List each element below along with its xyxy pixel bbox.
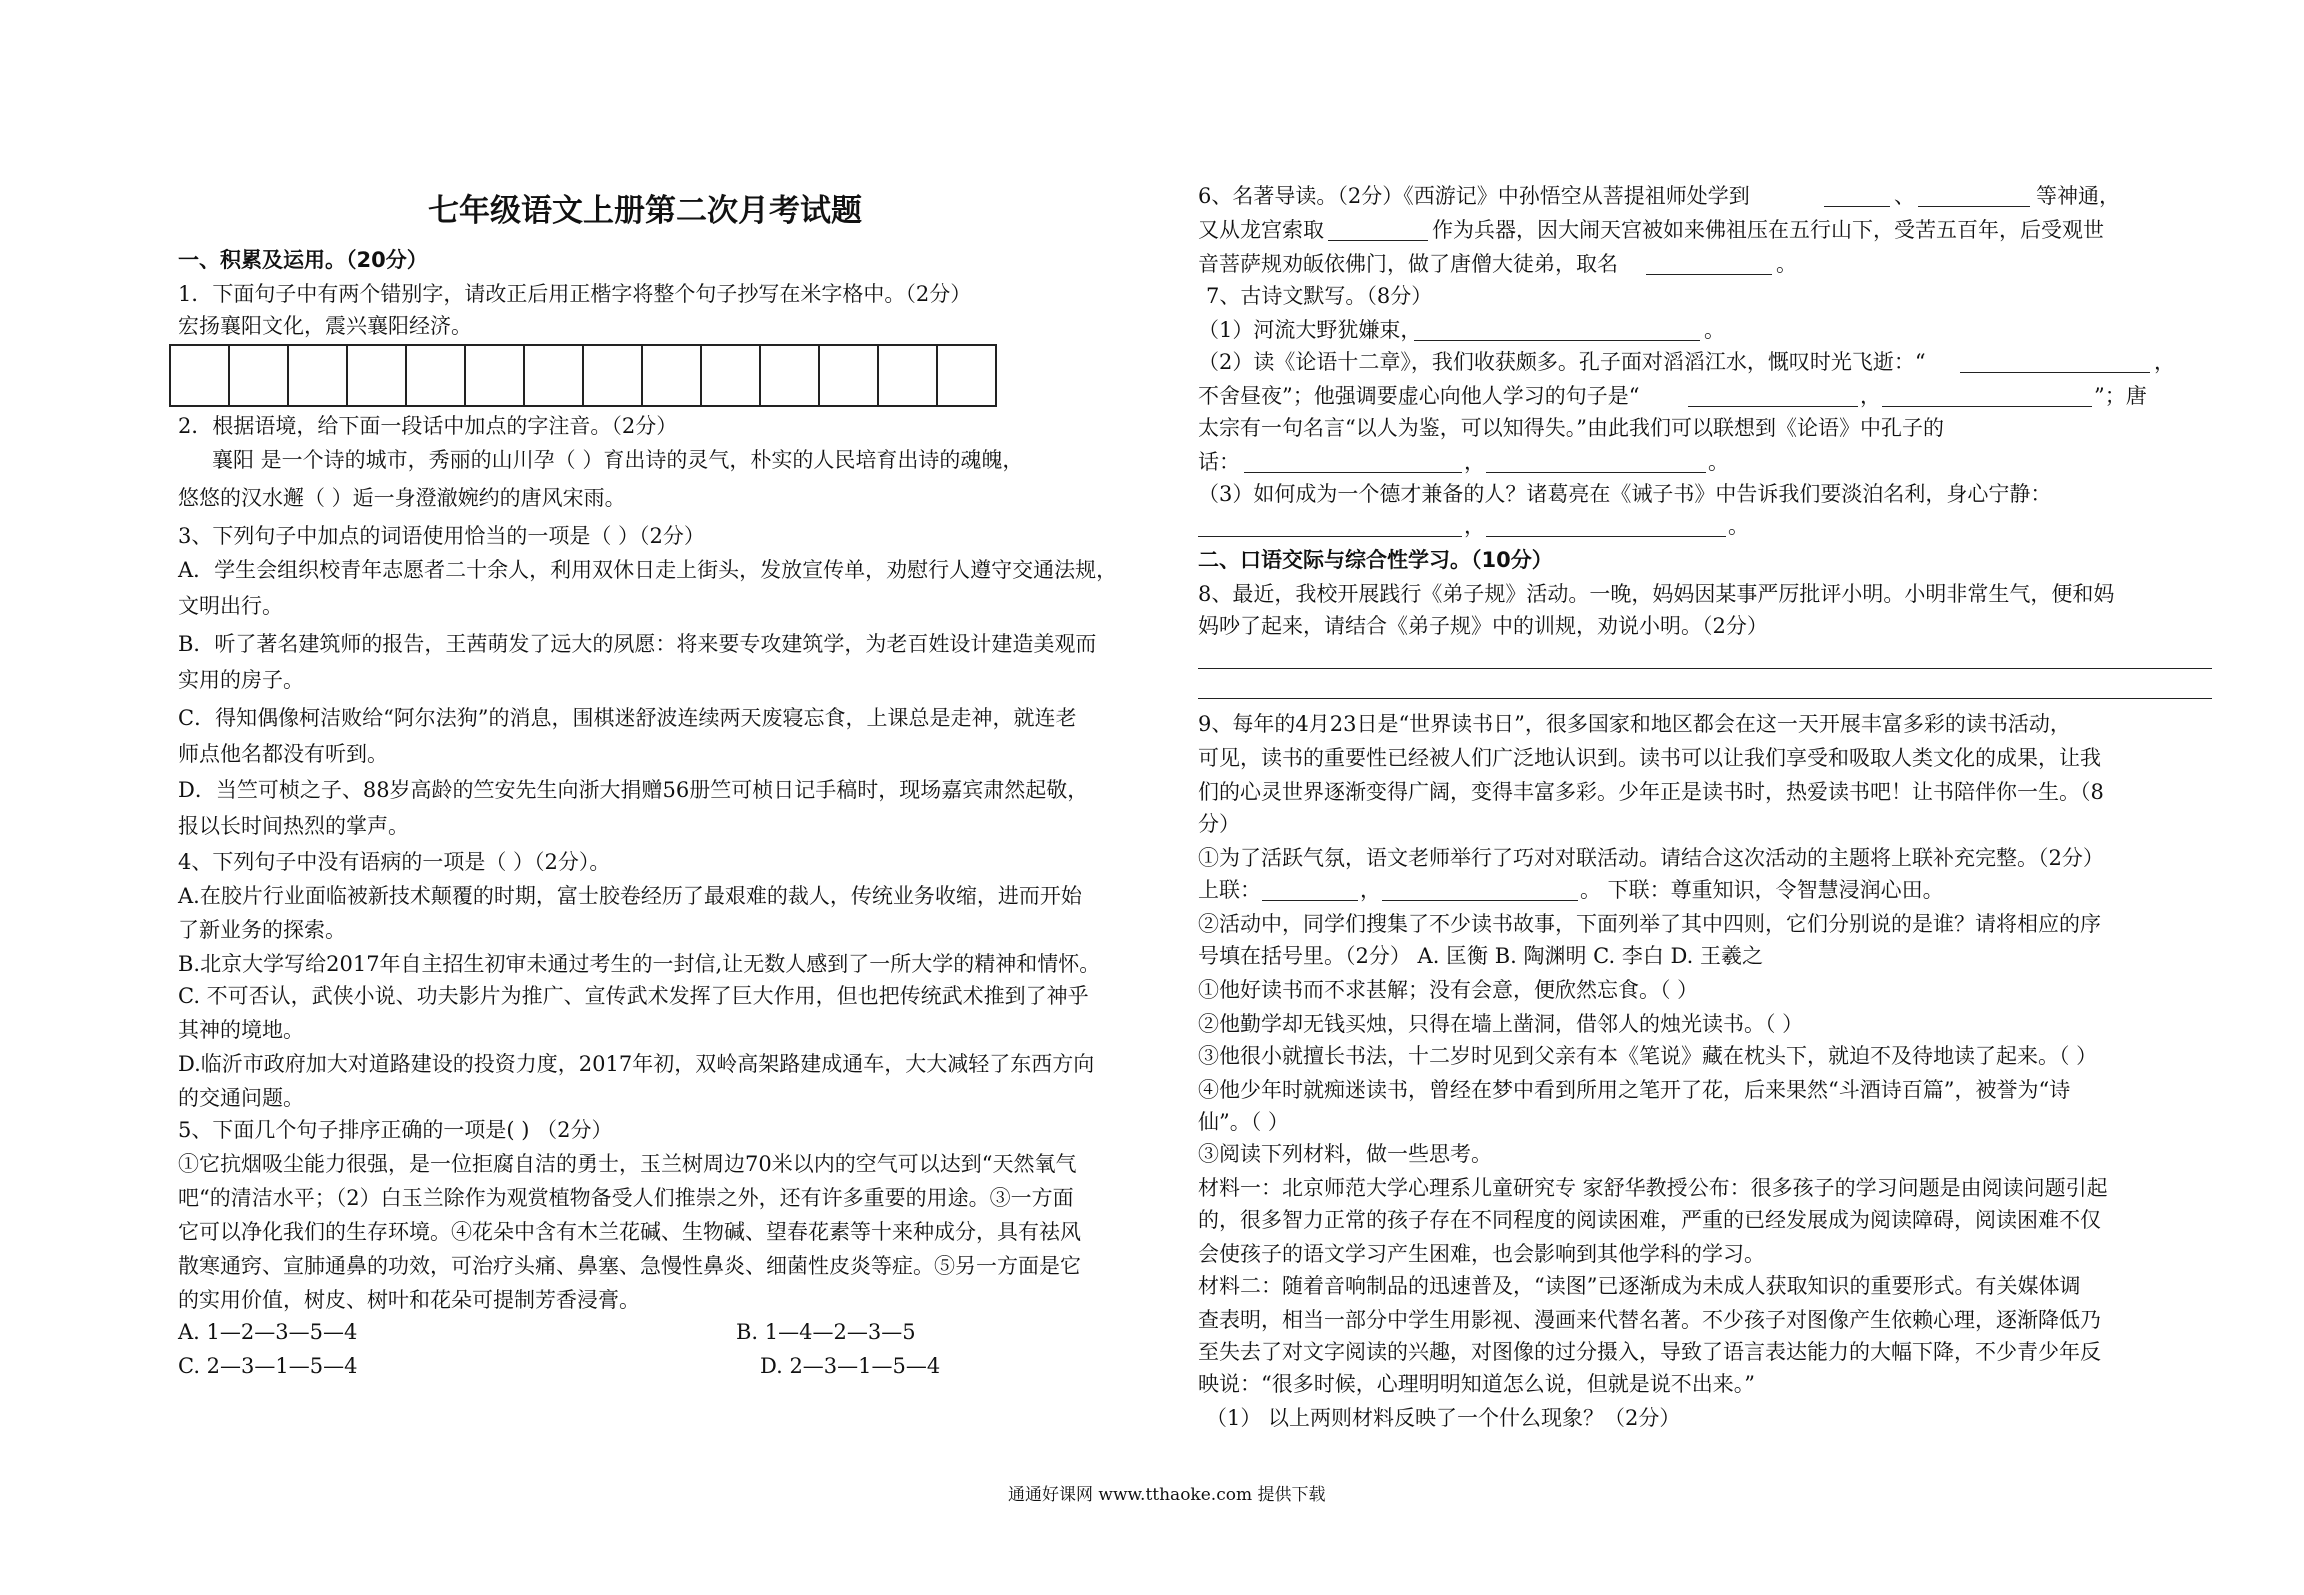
- option-c: C. 2—3—1—5—4: [178, 1354, 358, 1378]
- question-9-3: ③阅读下列材料，做一些思考。: [1198, 1142, 1492, 1166]
- grid-cell[interactable]: [171, 346, 230, 405]
- option-b: B.北京大学写给2017年自主招生初审未通过考生的一封信,让无数人感到了一所大学的精神和情怀。: [178, 952, 1101, 976]
- option-c: 师点他名都没有听到。: [178, 742, 388, 766]
- option-a: A．学生会组织校青年志愿者二十余人，利用双休日走上街头，发放宣传单，劝慰行人遵守交通法规，: [178, 558, 1118, 582]
- grid-cell[interactable]: [761, 346, 820, 405]
- material-1: 会使孩子的语文学习产生困难，也会影响到其他学科的学习。: [1198, 1242, 1765, 1266]
- option-d: D.临沂市政府加大对道路建设的投资力度，2017年初，双岭高架路建成通车，大大减轻了东西方向: [178, 1052, 1095, 1076]
- sep: 。: [1708, 450, 1729, 474]
- question-6: 6、名著导读。（2分）《西游记》中孙悟空从菩提祖师处学到: [1198, 184, 1750, 208]
- option-a: 文明出行。: [178, 594, 283, 618]
- question-8: 妈吵了起来，请结合《弟子规》中的训规，劝说小明。（2分）: [1198, 614, 1768, 638]
- grid-cell[interactable]: [702, 346, 761, 405]
- question-7: 7、古诗文默写。（8分）: [1206, 284, 1433, 308]
- question-4: 4、下列句子中没有语病的一项是（ ）（2分）。: [178, 850, 611, 874]
- material-2: 至失去了对文字阅读的兴趣，对图像的过分摄入，导致了语言表达能力的大幅下降，不少青少年反: [1198, 1340, 2101, 1364]
- sep: ，: [1464, 450, 1485, 474]
- grid-cell[interactable]: [938, 346, 997, 405]
- answer-blank[interactable]: [1646, 274, 1772, 275]
- answer-blank[interactable]: [1918, 206, 2030, 207]
- grid-cell[interactable]: [584, 346, 643, 405]
- question-9-3-1: （1） 以上两则材料反映了一个什么现象？（2分）: [1206, 1406, 1681, 1430]
- sep: ，: [1464, 514, 1485, 538]
- option-d: D．当竺可桢之子、88岁高龄的竺安先生向浙大捐赠56册竺可桢日记手稿时，现场嘉宾肃然起敬，: [178, 778, 1089, 802]
- option-d: D. 2—3—1—5—4: [760, 1354, 941, 1378]
- story-item: ③他很小就擅长书法，十二岁时见到父亲有本《笔说》藏在枕头下，就迫不及待地读了起来。（ ）: [1198, 1044, 2098, 1068]
- question-6-text: 作为兵器，因大闹天宫被如来佛祖压在五行山下，受苦五百年，后受观世: [1432, 218, 2104, 242]
- option-a: 了新业务的探索。: [178, 918, 346, 942]
- question-7-2: （2）读《论语十二章》，我们收获颇多。孔子面对滔滔江水，慨叹时光飞逝：“: [1198, 350, 1926, 374]
- poem-end: 。: [1704, 318, 1725, 342]
- question-6-text: 等神通，: [2036, 184, 2120, 208]
- poem-line: （1）河流大野犹嫌束，: [1198, 318, 1422, 342]
- question-6-end: 。: [1776, 252, 1797, 276]
- question-9: 们的心灵世界逐渐变得广阔，变得丰富多彩。少年正是读书时，热爱读书吧！让书陪伴你一生。（8: [1198, 780, 2104, 804]
- question-2-text: 悠悠的汉水邂（ ）逅一身澄澈婉约的唐风宋雨。: [178, 486, 626, 510]
- question-7-3: （3）如何成为一个德才兼备的人？诸葛亮在《诫子书》中告诉我们要淡泊名利，身心宁静：: [1198, 482, 2052, 506]
- question-5-text: ①它抗烟吸尘能力很强，是一位拒腐自洁的勇士，玉兰树周边70米以内的空气可以达到“天然氧气: [178, 1152, 1077, 1176]
- footer: 通通好课网 www.tthaoke.com 提供下载: [1008, 1485, 1326, 1505]
- question-6-text: 音菩萨规劝皈依佛门，做了唐僧大徒弟，取名: [1198, 252, 1618, 276]
- question-9-2: ②活动中，同学们搜集了不少读书故事，下面列举了其中四则，它们分别说的是谁？请将相应的序: [1198, 912, 2101, 936]
- grid-cell[interactable]: [466, 346, 525, 405]
- question-5-text: 散寒通窍、宣肺通鼻的功效，可治疗头痛、鼻塞、急慢性鼻炎、细菌性皮炎等症。⑤另一方面是它: [178, 1254, 1081, 1278]
- material-1: 的，很多智力正常的孩子存在不同程度的阅读困难，严重的已经发展成为阅读障碍，阅读困难不仅: [1198, 1208, 2101, 1232]
- answer-blank[interactable]: [1382, 900, 1578, 901]
- story-item: 仙”。（ ）: [1198, 1110, 1289, 1134]
- answer-line[interactable]: [1198, 668, 2212, 669]
- answer-blank[interactable]: [1486, 536, 1726, 537]
- couplet: 上联：: [1198, 878, 1261, 902]
- question-5: 5、下面几个句子排序正确的一项是( ) （2分）: [178, 1118, 613, 1142]
- option-d: 的交通问题。: [178, 1086, 304, 1110]
- question-7-2: 太宗有一句名言“以人为鉴，可以知得失。”由此我们可以联想到《论语》中孔子的: [1198, 416, 1944, 440]
- section-heading: 二、口语交际与综合性学习。（10分）: [1198, 548, 1553, 572]
- story-item: ④他少年时就痴迷读书，曾经在梦中看到所用之笔开了花，后来果然“斗酒诗百篇”，被誉为“诗: [1198, 1078, 2071, 1102]
- grid-cell[interactable]: [289, 346, 348, 405]
- option-b: 实用的房子。: [178, 668, 304, 692]
- section-heading: 一、积累及运用。（20分）: [178, 248, 428, 272]
- grid-cell[interactable]: [348, 346, 407, 405]
- sep: ，: [1360, 878, 1381, 902]
- answer-blank[interactable]: [1198, 536, 1462, 537]
- couplet: 。 下联：尊重知识，令智慧浸润心田。: [1580, 878, 1944, 902]
- sep: 。: [1728, 514, 1749, 538]
- question-1-sentence: 宏扬襄阳文化，震兴襄阳经济。: [178, 314, 472, 338]
- question-9: 9、每年的4月23日是“世界读书日”，很多国家和地区都会在这一天开展丰富多彩的读书活动，: [1198, 712, 2071, 736]
- answer-blank[interactable]: [1262, 900, 1358, 901]
- question-7-2: 话：: [1198, 450, 1240, 474]
- material-2: 映说：“很多时候，心理明明知道怎么说，但就是说不出来。”: [1198, 1372, 1755, 1396]
- option-b: B．听了著名建筑师的报告，王茜萌发了远大的夙愿：将来要专攻建筑学，为老百姓设计建造美观而: [178, 632, 1097, 656]
- question-5-text: 的实用价值，树皮、树叶和花朵可提制芳香浸膏。: [178, 1288, 640, 1312]
- story-item: ①他好读书而不求甚解；没有会意，便欣然忘食。（ ）: [1198, 978, 1699, 1002]
- answer-blank[interactable]: [1882, 406, 2092, 407]
- material-2: 查表明，相当一部分中学生用影视、漫画来代替名著。不少孩子对图像产生依赖心理，逐渐降低乃: [1198, 1308, 2101, 1332]
- story-item: ②他勤学却无钱买烛，只得在墙上凿洞，借邻人的烛光读书。（ ）: [1198, 1012, 1804, 1036]
- question-7-2: 不舍昼夜”；他强调要虚心向他人学习的句子是“: [1198, 384, 1640, 408]
- material-1: 材料一：北京师范大学心理系儿童研究专 家舒华教授公布：很多孩子的学习问题是由阅读问题引起: [1198, 1176, 2108, 1200]
- question-9-2: 号填在括号里。（2分） A. 匡衡 B. 陶渊明 C. 李白 D. 王羲之: [1198, 944, 1763, 968]
- question-5-text: 吧“的清洁水平；（2）白玉兰除作为观赏植物备受人们推崇之外，还有许多重要的用途。③一方面: [178, 1186, 1074, 1210]
- sep: ，: [1860, 384, 1881, 408]
- grid-cell[interactable]: [407, 346, 466, 405]
- option-b: B. 1—4—2—3—5: [736, 1320, 916, 1344]
- grid-cell[interactable]: [820, 346, 879, 405]
- question-5-text: 它可以净化我们的生存环境。④花朵中含有木兰花碱、生物碱、望春花素等十来种成分，具有祛风: [178, 1220, 1081, 1244]
- question-8: 8、最近，我校开展践行《弟子规》活动。一晚，妈妈因某事严厉批评小明。小明非常生气，便和妈: [1198, 582, 2115, 606]
- grid-cell[interactable]: [879, 346, 938, 405]
- option-a: A. 1—2—3—5—4: [178, 1320, 358, 1344]
- question-6-sep: 、: [1894, 184, 1915, 208]
- option-a: A.在胶片行业面临被新技术颠覆的时期，富士胶卷经历了最艰难的裁人，传统业务收缩，进而开始: [178, 884, 1082, 908]
- writing-grid[interactable]: [169, 344, 997, 407]
- exam-title: 七年级语文上册第二次月考试题: [428, 193, 862, 229]
- answer-blank[interactable]: [1688, 406, 1858, 407]
- grid-cell[interactable]: [230, 346, 289, 405]
- answer-blank[interactable]: [1328, 240, 1428, 241]
- answer-blank[interactable]: [1824, 206, 1890, 207]
- question-3: 3、下列句子中加点的词语使用恰当的一项是（ ）（2分）: [178, 524, 705, 548]
- question-2-text: 襄阳 是一个诗的城市，秀丽的山川孕（ ）育出诗的灵气，朴实的人民培育出诗的魂魄，: [212, 448, 1024, 472]
- option-d: 报以长时间热烈的掌声。: [178, 814, 409, 838]
- option-c: C. 不可否认，武侠小说、功夫影片为推广、宣传武术发挥了巨大作用，但也把传统武术推到了神乎: [178, 984, 1089, 1008]
- answer-blank[interactable]: [1244, 472, 1462, 473]
- grid-cell[interactable]: [525, 346, 584, 405]
- question-6-text: 又从龙宫索取: [1198, 218, 1324, 242]
- question-2: 2．根据语境，给下面一段话中加点的字注音。（2分）: [178, 414, 678, 438]
- answer-blank[interactable]: [1960, 372, 2150, 373]
- answer-blank[interactable]: [1486, 472, 1706, 473]
- option-c: 其神的境地。: [178, 1018, 304, 1042]
- question-9-1: ①为了活跃气氛，语文老师举行了巧对对联活动。请结合这次活动的主题将上联补充完整。（2分）: [1198, 846, 2104, 870]
- question-9: 可见，读书的重要性已经被人们广泛地认识到。读书可以让我们享受和吸取人类文化的成果，让我: [1198, 746, 2101, 770]
- question-7-2: ”；唐: [2094, 384, 2147, 408]
- option-c: C．得知偶像柯洁败给“阿尔法狗”的消息，围棋迷舒波连续两天废寝忘食，上课总是走神，就连老: [178, 706, 1077, 730]
- answer-blank[interactable]: [1414, 340, 1700, 341]
- material-2: 材料二：随着音响制品的迅速普及，“读图”已逐渐成为未成人获取知识的重要形式。有关媒体调: [1198, 1274, 2081, 1298]
- sep: ，: [2154, 350, 2175, 374]
- grid-cell[interactable]: [643, 346, 702, 405]
- answer-line[interactable]: [1198, 698, 2212, 699]
- question-1: 1．下面句子中有两个错别字，请改正后用正楷字将整个句子抄写在米字格中。（2分）: [178, 282, 972, 306]
- question-9: 分）: [1198, 812, 1240, 836]
